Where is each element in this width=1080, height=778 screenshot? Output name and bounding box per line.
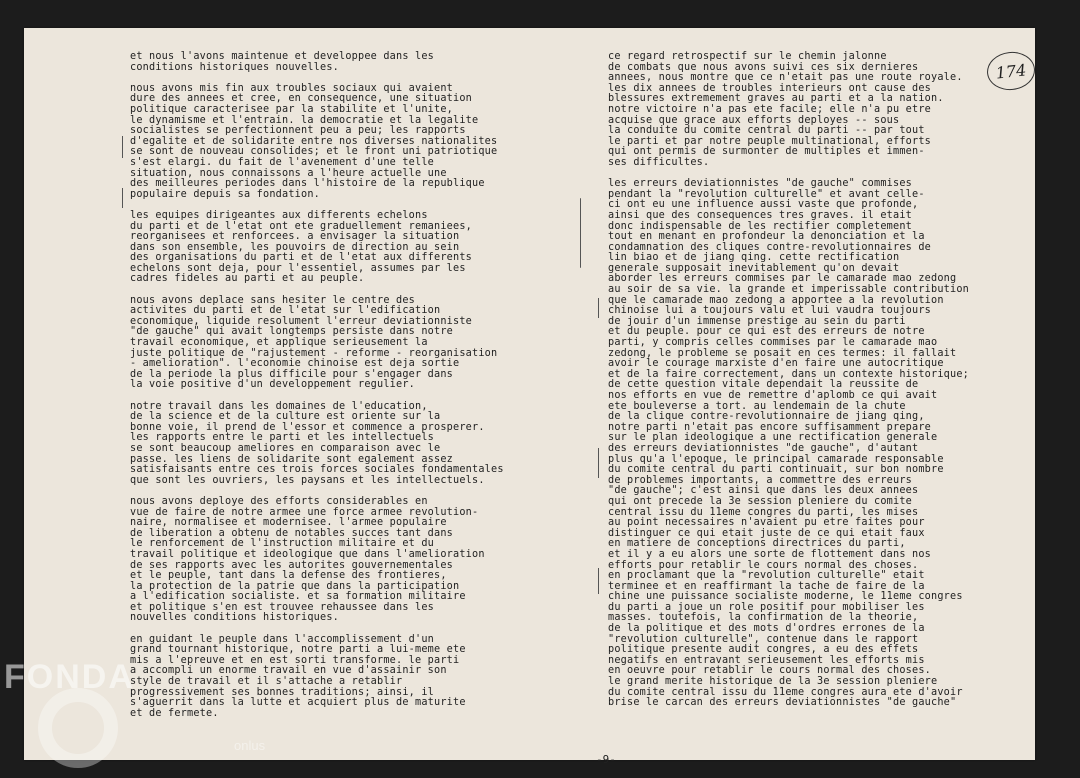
margin-mark [580, 198, 581, 268]
margin-mark [122, 136, 123, 158]
archive-number-stamp: 174 [985, 50, 1037, 93]
paragraph: nous avons deploye des efforts considerables en vue de faire de notre armee une force armee revolution- naire, normalisee et modernisee. l'armee populaire de liberation a obtenu de notables succes tant dans le renforcement de l'instruction militaire et du travail politique et ideologique que dans l'amelioration de ses rapports avec les autorites gouvernementales et le peuple, tant dans la defense des frontieres, la protection de la patrie que dans la participation a l'edification socialiste. et sa formation militaire et politique s'en est trouvee rehaussee dans les nouvelles conditions historiques. [130, 495, 485, 624]
watermark-subtext: onlus [234, 738, 266, 753]
page-number: -9- [596, 753, 616, 766]
paragraph: ce regard retrospectif sur le chemin jalonne de combats que nous avons suivi ces six dernieres annees, nous montre que ce n'etait pas une route royale. les dix annees de troubles interieurs ont cause des blessures extremement graves au parti et a la nation. notre victoire n'a pas ete facile; elle n'a pu etre acquise que grace aux efforts deployes -- sous la conduite du comite central du parti -- par tout le parti et par notre peuple multinational, efforts qui ont permis de surmonter de multiples et immen- ses difficultes. [608, 51, 963, 168]
paragraph: notre travail dans les domaines de l'education, de la science et de la culture est oriente sur la bonne voie, il prend de l'essor et commence a prosperer. les rapports entre le parti et les intellectuels se sont beaucoup ameliores en comparaison avec le passe. les liens de solidarite sont egalement assez satisfaisants entre ces trois forces sociales fondamentales que sont les ouvriers, les paysans et les intellectuels. [130, 400, 504, 486]
paragraph: les equipes dirigeantes aux differents echelons du parti et de l'etat ont ete graduellement remaniees, reorganisees et renforcees. a envisager la situation dans son ensemble, les pouvoirs de direction au sein des organisations du parti et de l'etat aux differents echelons sont deja, pour l'essentiel, assumes par les cadres fideles au parti et au peuple. [130, 209, 473, 285]
paragraph: nous avons mis fin aux troubles sociaux qui avaient dure des annees et cree, en consequence, une situation politique caracterisee par la stabilite et l'unite, le dynamisme et l'entrain. la democratie et la legalite socialistes se perfectionnent peu a peu; les rapports d'egalite et de solidarite entre nos diverses nationalites se sont de nouveau consolides; et le front uni patriotique s'est elargi. du fait de l'avenement d'une telle situation, nous connaissons a l'heure actuelle une des meilleures periodes dans l'histoire de la republique populaire depuis sa fondation. [130, 82, 498, 200]
paragraph: nous avons deplace sans hesiter le centre des activites du parti et de l'etat sur l'edification economique, liquide resolument l'erreur deviationniste "de gauche" qui avait longtemps persiste dans notre travail economique, et applique serieusement la juste politique de "rajustement - reforme - reorganisation - amelioration". l'economie chinoise est deja sortie de la periode la plus difficile pour s'engager dans la voie positive d'un developpement regulier. [130, 294, 498, 391]
document-page [24, 28, 1035, 766]
watermark-logo [38, 688, 118, 768]
left-text-column [130, 52, 532, 730]
margin-mark [598, 298, 599, 318]
paragraph: en guidant le peuple dans l'accomplissement d'un grand tournant historique, notre parti a lui-meme ete mis a l'epreuve et en est sorti transforme. le parti a accompli un enorme travail en vue d'assainir son style de travail et il s'attache a retablir progressivement ses bonnes traditions; ainsi, il s'aguerrit dans la lutte et acquiert plus de maturite et de fermete. [130, 633, 466, 719]
paragraph: et nous l'avons maintenue et developpee dans les conditions historiques nouvelles. [130, 51, 435, 73]
margin-mark [598, 448, 599, 478]
right-text-column [608, 52, 1018, 719]
paragraph: les erreurs deviationnistes "de gauche" commises pendant la "revolution culturelle" et avant celle- ci ont eu une influence aussi vaste que profonde, ainsi que des consequences tres graves. il etait donc indispensable de les rectifier completement tout en menant en profondeur la denonciation et la condamnation des cliques contre-revolutionnaires de lin biao et de jiang qing. cette rectification generale supposait inevitablement qu'on devait aborder les erreurs commises par le camarade mao zedong au soir de sa vie. la grande et imperissable contribution que le camarade mao zedong a apportee a la revolution chinoise lui a toujours valu et lui vaudra toujours de jouir d'un immense prestige au sein du parti et du peuple. pour ce qui est des erreurs de notre parti, y compris celles commises par le camarade mao zedong, le probleme se posait en ces termes: il fallait avoir le courage marxiste d'en faire une autocritique et de la faire correctement, dans un contexte historique; de cette question vitale dependait la reussite de nos efforts en vue de remettre d'aplomb ce qui avait ete bouleverse a tort. au lendemain de la chute de la clique contre-revolutionnaire de jiang qing, notre parti n'etait pas encore suffisamment prepare sur le plan ideologique a une rectification generale des erreurs deviationnistes "de gauche", d'autant plus qu'a l'epoque, le principal camarade responsable du comite central du parti continuait, sur bon nombre de problemes importants, a commettre des erreurs "de gauche"; c'est ainsi que dans les deux annees qui ont precede la 3e session pleniere du comite central issu du 11eme congres du parti, les mises au point necessaires n'avaient pu etre faites pour distinguer ce qui etait juste de ce qui etait faux en matiere de conceptions directrices du parti, et il y a eu alors une sorte de flottement dans nos efforts pour retablir le cours normal des choses. en proclamant que la "revolution culturelle" etait terminee et en reaffirmant la tache de faire de la chine une puissance socialiste moderne, le 11eme congres du parti a joue un role positif pour mobiliser les masses. toutefois, la confirmation de la theorie, de la politique et des mots d'ordres errones de la "revolution culturelle", contenue dans le rapport politique presente audit congres, a eu des effets negatifs en entravant serieusement les efforts mis en oeuvre pour retablir le cours normal des choses. le grand merite historique de la 3e session pleniere du comite central issu du 11eme congres aura ete d'avoir brise le carcan des erreurs deviationnistes "de gauche" [608, 178, 970, 709]
margin-mark [598, 568, 599, 594]
watermark-text: FONDA [4, 658, 135, 696]
margin-mark [122, 188, 123, 208]
